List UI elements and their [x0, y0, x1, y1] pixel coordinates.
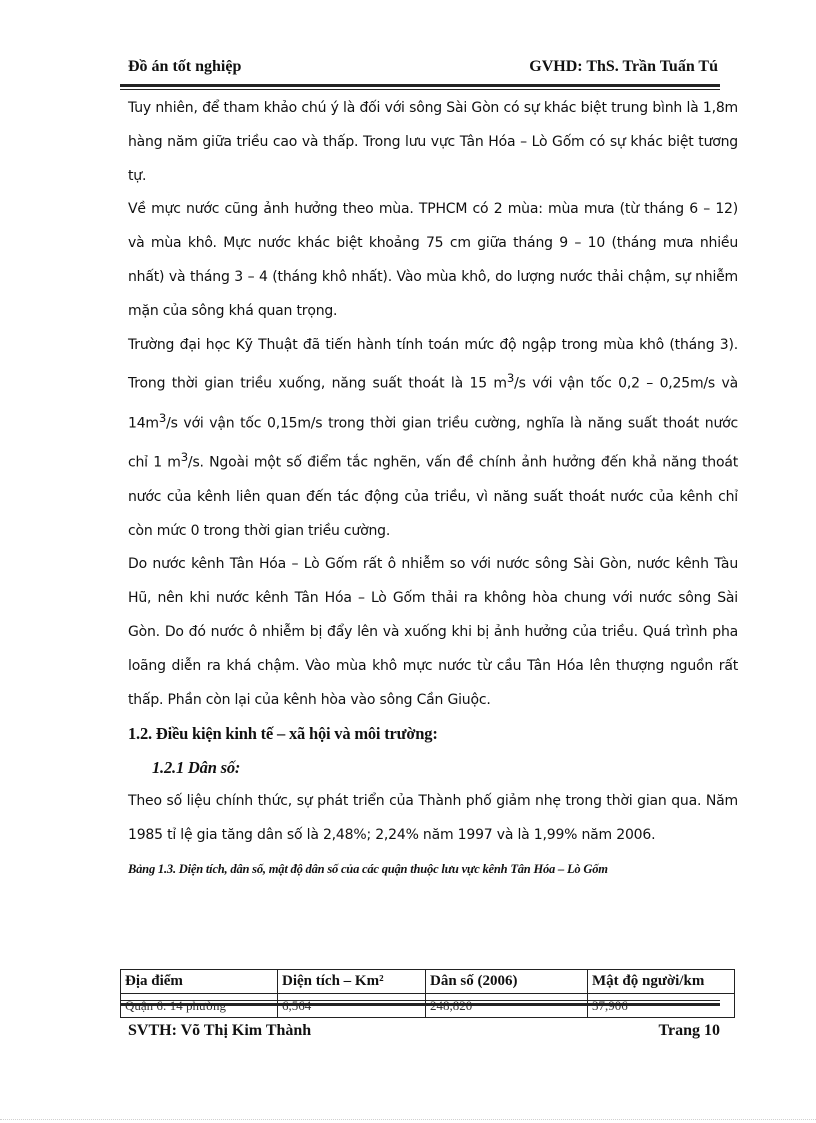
subsection-heading: 1.2.1 Dân số:: [152, 758, 241, 778]
paragraph-tide-difference: Tuy nhiên, để tham khảo chú ý là đối với sông Sài Gòn có sự khác biệt trung bình là 1,8m hàng năm giữa triều cao và thấp. Trong lưu vực Tân Hóa – Lò Gốm có sự khác biệt tương tự.: [128, 100, 738, 184]
superscript-3: 3: [180, 450, 188, 465]
footer-rule-thin: [120, 1000, 720, 1001]
header-rule-thick: [120, 84, 720, 87]
superscript-3: 3: [506, 371, 515, 386]
header-document-title: Đồ án tốt nghiệp: [128, 58, 242, 75]
paragraph-drainage-capacity: Trường đại học Kỹ Thuật đã tiến hành tính toán mức độ ngập trong mùa khô (tháng 3). Trong thời gian triều xuống, năng suất thoát là 15 $m^3/s$ với vận tốc 0,2 – 0,25m/s và $14m^3/s$ với vận tốc 0,15m/s trong thời gian triều cường, nghĩa là năng suất thoát nước chỉ 1 $m^3/s$. Ngoài một số điểm tắc nghẽn, vấn đề chính ảnh hưởng đến khả năng thoát nước của kênh liên quan đến tác động của triều, vì năng suất thoát nước của kênh chỉ còn mức 0 trong thời gian triều cường.: [128, 336, 739, 539]
footer-rule-thick: [120, 1003, 720, 1006]
table-header-cell: Mật độ người/km: [588, 970, 735, 994]
header-rule-thin: [120, 89, 720, 90]
page-footer: [128, 1022, 720, 1046]
page-body: [128, 92, 738, 886]
table-cell: 248,820: [426, 994, 588, 1018]
footer-student-name: SVTH: Võ Thị Kim Thành: [128, 1022, 312, 1039]
paragraph-population-growth: Theo số liệu chính thức, sự phát triển của Thành phố giảm nhẹ trong thời gian qua. Năm 1985 tỉ lệ gia tăng dân số là 2,48%; 2,24% năm 1997 và là 1,99% năm 2006.: [128, 792, 738, 843]
page-header: [128, 58, 718, 82]
table-cell: 6,564: [278, 994, 426, 1018]
superscript-3: 3: [158, 410, 167, 425]
table-caption: Bảng 1.3. Diện tích, dân số, mật độ dân số của các quận thuộc lưu vực kênh Tân Hóa – Lò Gốm: [128, 861, 608, 876]
paragraph-seasonal-water-level: Về mực nước cũng ảnh hưởng theo mùa. TPHCM có 2 mùa: mùa mưa (từ tháng 6 – 12) và mùa khô. Mực nước khác biệt khoảng 75 cm giữa tháng 9 – 10 (tháng mưa nhiều nhất) và tháng 3 – 4 (tháng khô nhất). Vào mùa khô, do lượng nước thải chậm, sự nhiễm mặn của sông khá quan trọng.: [128, 201, 738, 319]
table-cell: 37,906: [588, 994, 735, 1018]
table-cell: Quận 6: 14 phường: [121, 994, 278, 1018]
page-number: Trang 10: [658, 1022, 720, 1039]
table-header-row: [121, 970, 735, 994]
page-edge-divider: [0, 1119, 816, 1120]
population-table: [120, 969, 735, 1018]
table-header-cell: Diện tích – Km²: [278, 970, 426, 994]
header-supervisor: GVHD: ThS. Trần Tuấn Tú: [529, 58, 718, 75]
population-table-clip: [120, 969, 740, 1013]
table-header-cell: Địa điểm: [121, 970, 278, 994]
table-header-cell: Dân số (2006): [426, 970, 588, 994]
section-heading: 1.2. Điều kiện kinh tế – xã hội và môi trường:: [128, 724, 438, 744]
paragraph-canal-pollution: Do nước kênh Tân Hóa – Lò Gốm rất ô nhiễm so với nước sông Sài Gòn, nước kênh Tàu Hũ, nên khi nước kênh Tân Hóa – Lò Gốm thải ra không hòa chung với nước sông Sài Gòn. Do đó nước ô nhiễm bị đẩy lên và xuống khi bị ảnh hưởng của triều. Quá trình pha loãng diễn ra khá chậm. Vào mùa khô mực nước từ cầu Tân Hóa lên thượng nguồn rất thấp. Phần còn lại của kênh hòa vào sông Cần Giuộc.: [128, 556, 738, 708]
